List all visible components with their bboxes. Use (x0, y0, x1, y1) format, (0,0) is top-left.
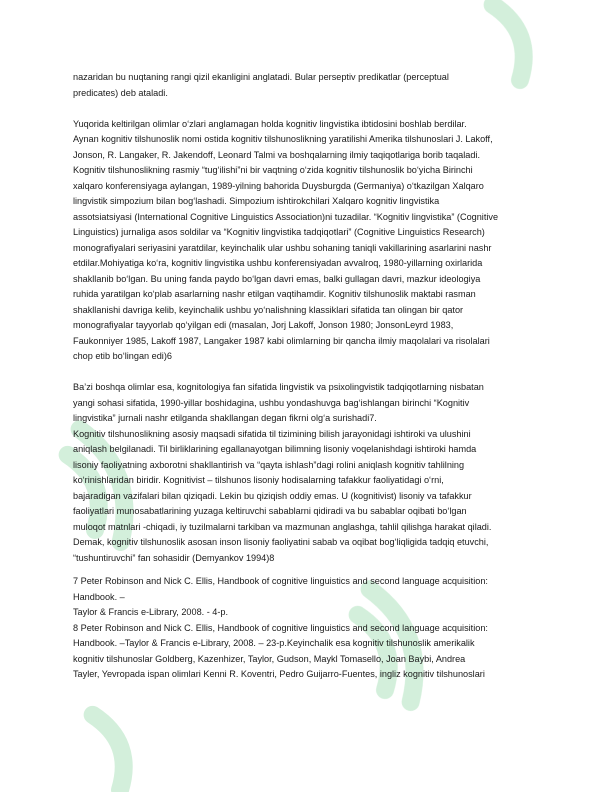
footnote-line: Taylor & Francis e-Library, 2008. - 4-p. (73, 607, 229, 617)
text-line: lingvistik simpozium bilan bog‘lashadi. Simpozium ishtirokchilari Xalqaro kognitiv lingvistika (73, 196, 440, 206)
text-line: monografiyalar tayyorlab qo‘yilgan edi (masalan, Jorj Lakoff, Jonson 1980; JonsonLeyrd 1983, (73, 320, 454, 330)
text-line: predicates) deb ataladi. (73, 87, 168, 98)
footnotes (73, 574, 547, 683)
paragraph (73, 380, 547, 566)
text-line: Kognitiv tilshunoslikning asosiy maqsadi sifatida til tizimining bilish jarayonidagi ishtiroki va ulushini (73, 428, 471, 439)
text-line: faoliyatlari munosabatlarining yuzaga keltiruvchi sabablarni qidiradi va bu sabablar oqibati bo‘lgan (73, 506, 467, 516)
text-line: Jonson, R. Langaker, R. Jakendoff, Leonard Talmi va boshqalarning ilmiy taqiqotlariga borib taqaladi. (73, 149, 480, 160)
text-line: Yuqorida keltirilgan olimlar o‘zlari anglamagan holda kognitiv lingvistika ibtidosini boshlab berdilar. (73, 118, 467, 129)
text-line: shakllanishi davriga kelib, keyinchalik ushbu yo‘nalishning klassiklari sifatida tan olingan bir qator (73, 304, 464, 315)
text-line: monografiyalari seriyasini yaratdilar, keyinchalik ular ushbu sohaning taniqli vakillarining asarlarini nashr (73, 242, 492, 253)
watermark-logo-icon (93, 710, 134, 790)
footnote-line: Handbook. – (73, 591, 125, 602)
text-line: aniqlash belgilanadi. Til birliklarining egallanayotgan bilimning lisoniy voqelanishdagi ishtiroki hamda (73, 444, 477, 454)
text-line: bajaradigan vazifalari bilan qiziqadi. Lekin bu qiziqish oddiy emas. U (kognitivist) lisoniy va tafakkur (73, 490, 472, 501)
watermark-logo-icon (493, 0, 534, 80)
text-line: Kognitiv tilshunoslikning rasmiy “tug‘ilishi”ni bir vaqtning o‘zida kognitiv tilshunoslik bo‘yicha Birinchi (73, 165, 473, 175)
text-line: lingvistika” jurnali nashr etilganda shakllangan degan fikrni olg‘a surishadi7. (73, 413, 377, 423)
text-line: Faukonniyer 1985, Lakoff 1987, Langaker 1987 kabi olimlarning bir qancha ilmiy maqolalari va risolalari (73, 335, 490, 346)
paragraph (73, 117, 547, 365)
footnote-line: 7 Peter Robinson and Nick C. Ellis, Handbook of cognitive linguistics and second language acquisition: (73, 576, 488, 586)
text-line: lisoniy faoliyatning axborotni shakllantirish va “qayta ishlash”dagi rolini aniqlash kognitiv tahlilning (73, 459, 465, 470)
footnote-line: 8 Peter Robinson and Nick C. Ellis, Handbook of cognitive linguistics and second language acquisition: (73, 622, 488, 633)
footnote-line: Tayler, Yevropada ispan olimlari Kenni R. Koventri, Pedro Guijarro-Fuentes, ingliz kognitiv tilshunoslari (73, 669, 485, 679)
text-line: xalqaro konferensiyaga aylangan, 1989-yilning bahorida Duysburgda (Germaniya) o‘tkazilgan Xalqaro (73, 180, 484, 191)
text-line: Ba’zi boshqa olimlar esa, kognitologiya fan sifatida lingvistik va psixolingvistik tadqiqotlarning nisbatan (73, 382, 484, 392)
text-line: nazaridan bu nuqtaning rangi qizil ekanligini anglatadi. Bular perseptiv predikatlar (perceptual (73, 72, 449, 82)
text-line: shakllanib bo‘lgan. Bu uning fanda paydo bo‘lgan davri emas, balki gullagan davri, mazkur ideologiya (73, 273, 481, 284)
footnote-line: kognitiv tilshunoslar Goldberg, Kazenhizer, Taylor, Gudson, Maykl Tomasello, Joan Baybi, Andrea (73, 653, 466, 664)
text-line: etdilar.Mohiyatiga ko‘ra, kognitiv lingvistika ushbu konferensiyadan avvalroq, 1980-yillarning oxirlarida (73, 258, 483, 268)
text-line: assotsiatsiyasi (International Cognitive Linguistics Association)ni tuzadilar. “Kognitiv lingvistika” (Cognitive (73, 211, 499, 222)
text-line: Linguistics) jurnaliga asos soldilar va “Kognitiv lingvistika tadqiqotlari” (Cognitive Linguistics Research) (73, 227, 485, 237)
text-line: Demak, kognitiv tilshunoslik asosan inson lisoniy faoliyatini sabab va oqibat bog‘liqligida tadqiq etuvchi, (73, 537, 489, 547)
text-line: yangi sohasi sifatida, 1990-yillar boshidagina, ushbu yondashuvga bag‘ishlangan birinchi “Kognitiv (73, 397, 470, 408)
footnote-line: Handbook. –Taylor & Francis e-Library, 2008. – 23-p.Keyinchalik esa kognitiv tilshunoslik amerikalik (73, 638, 475, 648)
text-line: Aynan kognitiv tilshunoslik nomi ostida kognitiv tilshunoslikning yaratilishi Amerika tilshunoslari J. Lakoff, (73, 134, 493, 144)
text-line: ko‘rinishlaridan biridir. Kognitivist – tilshunos lisoniy hodisalarning tafakkur faoliyatidagi o‘rni, (73, 475, 444, 485)
text-line: “tushuntiruvchi” fan sohasidir (Demyankov 1994)8 (73, 552, 275, 563)
text-line: muloqot matnlari -chiqadi, iy tuzilmalarni tarkiban va mazmunan anglashga, tahlil qilishga harakat qiladi. (73, 521, 492, 532)
document-body (73, 70, 547, 683)
text-line: ruhida yaratilgan ko‘plab asarlarning nashr etilgan vaqtihamdir. Kognitiv tilshunoslik maktabi rasman (73, 289, 476, 299)
text-line: chop etib bo‘lingan edi)6 (73, 351, 172, 361)
paragraph (73, 70, 547, 101)
